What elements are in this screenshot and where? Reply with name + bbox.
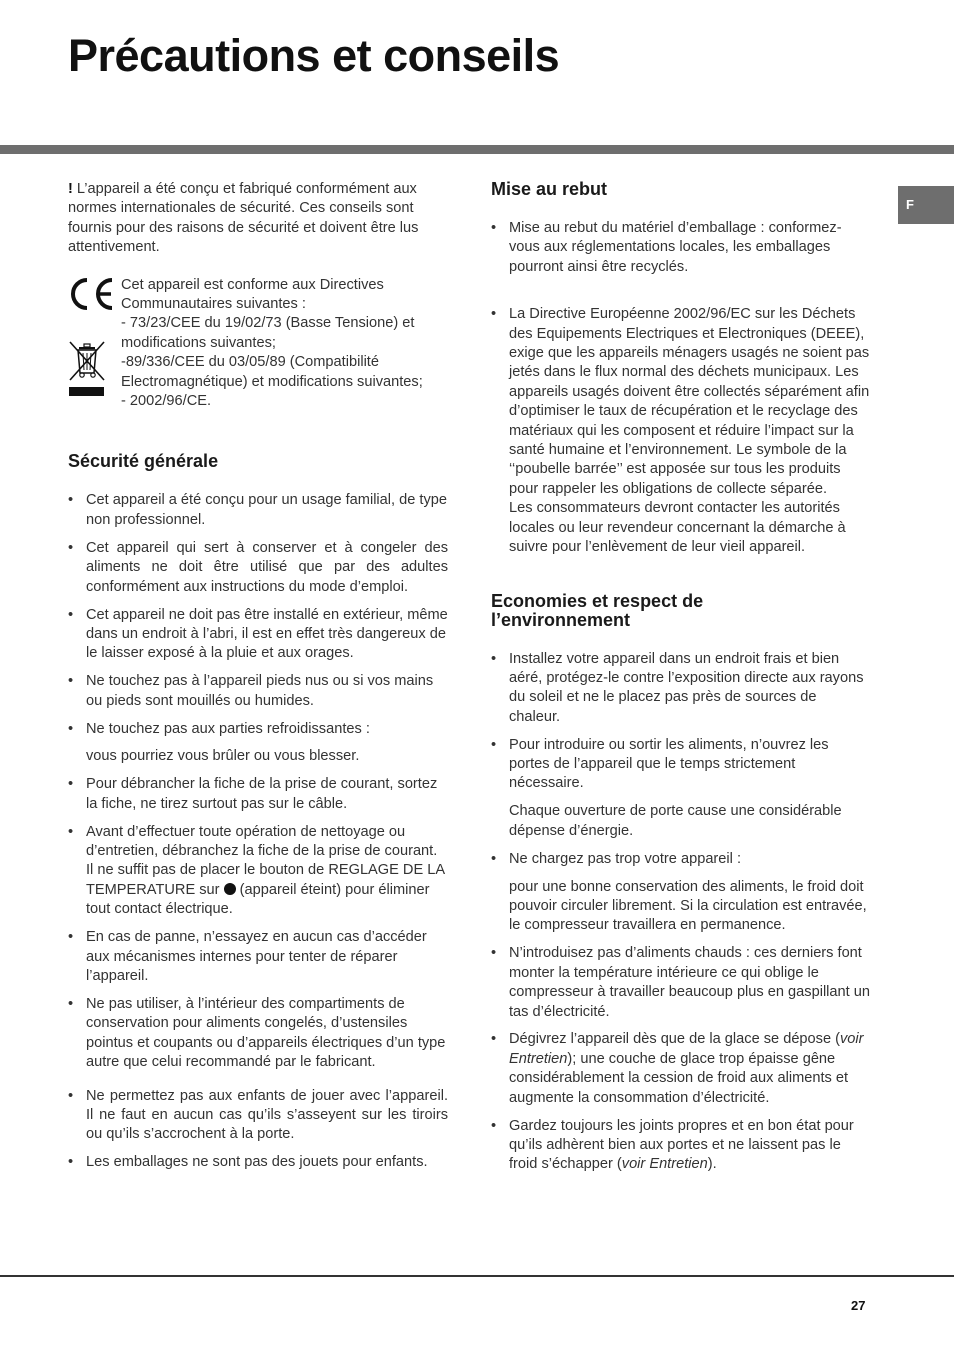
- list-item-note: Les consommateurs devront contacter les autorités locales ou leur revendeur concernant la démarche à suivre pour l’enlèvement de leur vieil appareil.: [509, 500, 846, 556]
- list-item-text: ).: [707, 1156, 717, 1173]
- list-item-text: Ne chargez pas trop votre appareil :: [509, 850, 742, 867]
- directives-line: Electromagnétique) et modifications suivantes;: [121, 373, 423, 390]
- cross-reference: voir Entretien: [509, 1031, 864, 1067]
- crossed-bin-icon: [68, 340, 106, 398]
- ce-mark-icon: [68, 276, 116, 312]
- list-item-text: Dégivrez l’appareil dès que de la glace se dépose (: [509, 1031, 840, 1048]
- left-column: [68, 180, 448, 1181]
- header-divider: [0, 145, 954, 154]
- directives-line: -89/336/CEE du 03/05/89 (Compatibilité: [121, 354, 379, 371]
- list-item: • Cet appareil a été conçu pour un usage familial, de type non professionnel.: [68, 491, 448, 530]
- list-item: [491, 305, 871, 557]
- eco-heading-line: l’environnement: [491, 609, 631, 630]
- security-list: [68, 491, 448, 1172]
- language-tab: [898, 186, 954, 224]
- right-column: [491, 180, 871, 1183]
- off-position-icon: [224, 883, 236, 895]
- language-tab-label: F: [906, 197, 914, 212]
- intro-paragraph: [68, 180, 448, 258]
- directives-text: [121, 276, 448, 412]
- list-item: [491, 1117, 871, 1175]
- cross-reference: voir Entretien: [621, 1156, 708, 1173]
- directives-block: [68, 276, 448, 412]
- list-item: [491, 736, 871, 842]
- list-item-text: Gardez toujours les joints propres et en bon état pour qu’ils adhèrent bien aux portes et ne laissent pas le froid s’échapper (: [509, 1117, 854, 1173]
- list-item: [491, 1030, 871, 1108]
- list-item-text: ); une couche de glace trop épaisse gêne considérablement la cession de froid aux aliments et augmente la consommation d’électricité.: [509, 1050, 849, 1106]
- list-item-note: vous pourriez vous brûler ou vous blesser.: [86, 748, 360, 765]
- intro-text: L’appareil a été conçu et fabriqué conformément aux normes internationales de sécurité. Ces conseils sont fournis pour des raisons de sécurité et doivent être lus attentivement.: [68, 181, 419, 256]
- directives-line: Communautaires suivantes :: [121, 296, 306, 313]
- directives-line: modifications suivantes;: [121, 334, 276, 351]
- directives-line: - 2002/96/CE.: [121, 393, 212, 410]
- list-item-note: Chaque ouverture de porte cause une considérable dépense d’énergie.: [509, 803, 842, 839]
- warning-mark: !: [68, 181, 73, 197]
- list-item: • N’introduisez pas d’aliments chauds : ces derniers font monter la température intérieure ce qui oblige le compresseur à travailler beaucoup plus en gaspillant un tas d’électricité.: [491, 944, 871, 1022]
- list-item: [491, 850, 871, 936]
- list-item: • Les emballages ne sont pas des jouets pour enfants.: [68, 1153, 448, 1172]
- list-item: [68, 823, 448, 920]
- list-item: • Installez votre appareil dans un endroit frais et bien aéré, protégez-le contre l’exposition directe aux rayons du soleil et ne le placez pas près de sources de chaleur.: [491, 650, 871, 728]
- list-item: [68, 720, 448, 767]
- list-item-text: Avant d’effectuer toute opération de nettoyage ou d’entretien, débranchez la fiche de la prise de courant. Il ne suffit pas de placer le bouton de REGLAGE DE LA TEMPERATURE sur: [86, 823, 445, 898]
- list-item-note: pour une bonne conservation des aliments, le froid doit pouvoir circuler librement. Si la circulation est entravée, le compresseur travaillera en permanence.: [509, 878, 867, 934]
- disposal-heading: Mise au rebut: [491, 179, 608, 199]
- list-item-text: La Directive Européenne 2002/96/EC sur les Déchets des Equipements Electriques et Electroniques (DEEE), exige que les appareils ménagers usagés ne soient pas jetés dans le flux normal des déchets municipaux. Les appareils usagés doivent être collectés séparément afin d’optimiser le taux de récupération et le recyclage des matériaux qui les composent et réduire l’impact sur la santé humaine et l’environnement. Le symbole de la ‘‘poubelle barrée’’ est apposée sur tous les produits pour rappeler les obligations de collecte séparée.: [509, 306, 870, 497]
- directives-line: - 73/23/CEE du 19/02/73 (Basse Tensione) et: [121, 315, 415, 332]
- page-title: Précautions et conseils: [68, 30, 560, 81]
- eco-heading: [491, 592, 871, 630]
- list-item-text: Pour introduire ou sortir les aliments, n’ouvrez les portes de l’appareil que le temps strictement nécessaire.: [509, 736, 829, 792]
- list-item: • En cas de panne, n’essayez en aucun cas d’accéder aux mécanismes internes pour tenter de réparer l’appareil.: [68, 928, 448, 986]
- list-item: • Mise au rebut du matériel d’emballage : conformez-vous aux réglementations locales, les emballages pourront ainsi être recyclés.: [491, 219, 871, 277]
- list-item: • Ne touchez pas à l’appareil pieds nus ou si vos mains ou pieds sont mouillés ou humides.: [68, 672, 448, 711]
- security-heading: Sécurité générale: [68, 451, 219, 472]
- list-item: • Pour débrancher la fiche de la prise de courant, sortez la fiche, ne tirez surtout pas sur le câble.: [68, 775, 448, 814]
- eco-list: [491, 650, 871, 1175]
- eco-heading-line: Economies et respect de: [491, 590, 704, 611]
- list-item: • Cet appareil qui sert à conserver et à congeler des aliments ne doit être utilisé que par des adultes conformément aux instructions du mode d’emploi.: [68, 539, 448, 597]
- list-item: • Ne permettez pas aux enfants de jouer avec l’appareil. Il ne faut en aucun cas qu’ils s’asseyent sur les tiroirs ou qu’ils s’accrochent à la porte.: [68, 1087, 448, 1145]
- page-number: 27: [851, 1298, 866, 1313]
- list-item: • Ne pas utiliser, à l’intérieur des compartiments de conservation pour aliments congelés, d’ustensiles pointus et coupants ou d’appareils électriques d’un type autre que celui recommandé par le fabricant.: [68, 995, 448, 1073]
- list-item-text: (appareil éteint) pour éliminer tout contact électrique.: [86, 881, 430, 918]
- list-item-text: Ne touchez pas aux parties refroidissantes :: [86, 720, 370, 737]
- directives-line: Cet appareil est conforme aux Directives: [121, 276, 384, 293]
- disposal-list: [491, 219, 871, 558]
- list-item: • Cet appareil ne doit pas être installé en extérieur, même dans un endroit à l’abri, il est en effet très dangereux de le laisser exposé à la pluie et aux orages.: [68, 606, 448, 664]
- footer-divider: [0, 1275, 954, 1277]
